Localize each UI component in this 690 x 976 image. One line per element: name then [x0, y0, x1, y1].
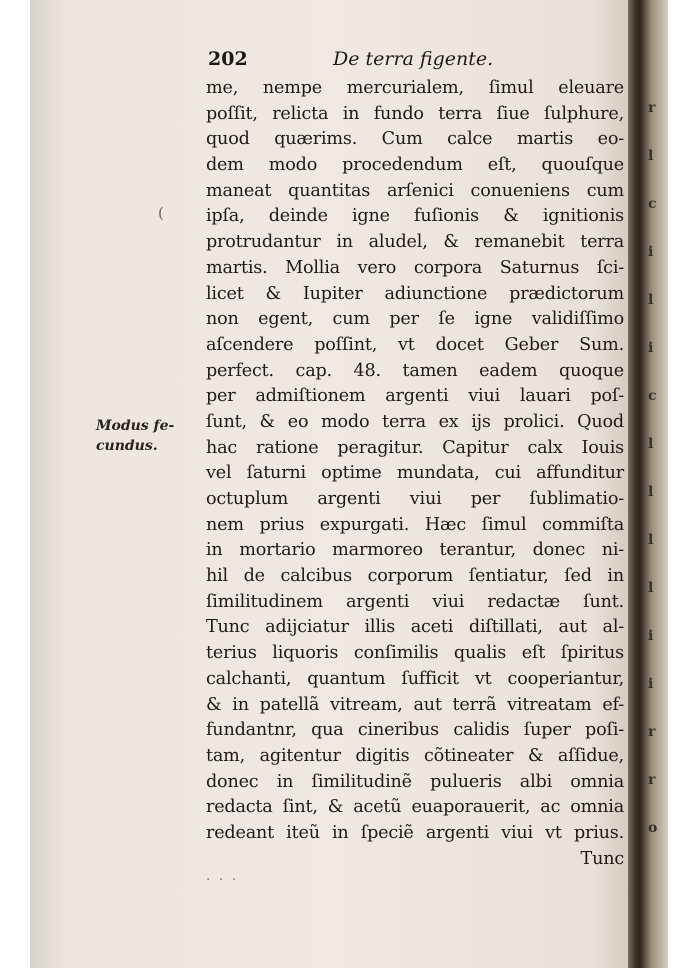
bleed-letter: i — [648, 340, 654, 356]
bottom-smudge-mark: · · · — [206, 872, 239, 888]
text-line: redacta ſint, & acetũ euaporauerit, ac omnia — [206, 797, 624, 818]
marginal-note — [96, 416, 196, 456]
bleed-letter: i — [648, 244, 654, 260]
text-line: per admiſtionem argenti viui lauari poſ- — [206, 386, 624, 407]
text-line: ſimilitudinem argenti viui redactæ ſunt. — [206, 591, 624, 612]
text-line: dem modo procedendum eſt, quouſque — [206, 155, 624, 176]
bleed-letter: l — [648, 580, 654, 596]
text-line: maneat quantitas arſenici conueniens cum — [206, 180, 624, 201]
bleed-letter: l — [648, 292, 654, 308]
bleed-letter: r — [648, 724, 656, 740]
bleed-letter: r — [648, 772, 656, 788]
text-line: redeant iteũ in ſpeciẽ argenti viui vt prius. — [206, 822, 624, 843]
marginal-note-line: cundus. — [96, 438, 158, 454]
running-title: De terra figente. — [333, 48, 494, 70]
bleed-letter: l — [648, 484, 654, 500]
bleed-letter: l — [648, 436, 654, 452]
text-line: hil de calcibus corporum ſentiatur, ſed in — [206, 566, 624, 587]
text-line: terius liquoris conſimilis qualis eſt ſpiritus — [206, 643, 624, 664]
text-line: hac ratione peragitur. Capitur calx Iouis — [206, 437, 624, 458]
page-header — [208, 48, 628, 74]
text-line: ſunt, & eo modo terra ex ijs prolici. Quod — [206, 411, 624, 432]
stray-ink-mark: ( — [158, 204, 164, 222]
text-line: aſcendere poſſint, vt docet Geber Sum. — [206, 334, 624, 355]
text-line: ipſa, deinde igne fuſionis & ignitionis — [206, 206, 624, 227]
bleed-letter: c — [648, 196, 657, 212]
page-number: 202 — [208, 48, 248, 70]
bleed-letter: i — [648, 676, 654, 692]
text-line: donec in ſimilitudinẽ pulueris albi omnia — [206, 771, 624, 792]
body-text — [206, 76, 624, 872]
bleed-letter: r — [648, 100, 656, 116]
text-line: poſſit, relicta in fundo terra ſiue ſulphure, — [206, 103, 624, 124]
text-line: protrudantur in aludel, & remanebit terra — [206, 232, 624, 253]
text-line: fundantnr, qua cineribus calidis ſuper poſi- — [206, 720, 624, 741]
text-line: calchanti, quantum ſufficit vt cooperiantur, — [206, 668, 624, 689]
bleed-letter: l — [648, 148, 654, 164]
text-line: tam, agitentur digitis cõtineater & aſſidue, — [206, 745, 624, 766]
text-line: quod quærims. Cum calce martis eo- — [206, 129, 624, 150]
bleed-letter: o — [648, 820, 658, 836]
text-line: perfect. cap. 48. tamen eadem quoque — [206, 360, 624, 381]
text-line: martis. Mollia vero corpora Saturnus ſci- — [206, 257, 624, 278]
text-line: octuplum argenti viui per ſublimatio- — [206, 489, 624, 509]
text-line: vel ſaturni optime mundata, cui affunditur — [206, 463, 624, 484]
text-line: & in patellã vitream, aut terrã vitreatam ef- — [206, 694, 624, 715]
text-line: in mortario marmoreo terantur, donec ni- — [206, 540, 624, 561]
text-line: non egent, cum per ſe igne validiſſimo — [206, 309, 624, 330]
text-line: me, nempe mercurialem, ſimul eleuare — [206, 78, 624, 98]
text-line: nem prius expurgati. Hæc ſimul commiſta — [206, 514, 624, 535]
text-line: Tunc adijciatur illis aceti diſtillati, aut al- — [206, 617, 624, 638]
bleed-letter: c — [648, 388, 657, 404]
marginal-note-line: Modus fe- — [96, 418, 175, 434]
catchword: Tunc — [580, 848, 624, 869]
bleed-letter: i — [648, 628, 654, 644]
text-line: licet & Iupiter adiunctione prædictorum — [206, 283, 624, 304]
bleed-letter: l — [648, 532, 654, 548]
